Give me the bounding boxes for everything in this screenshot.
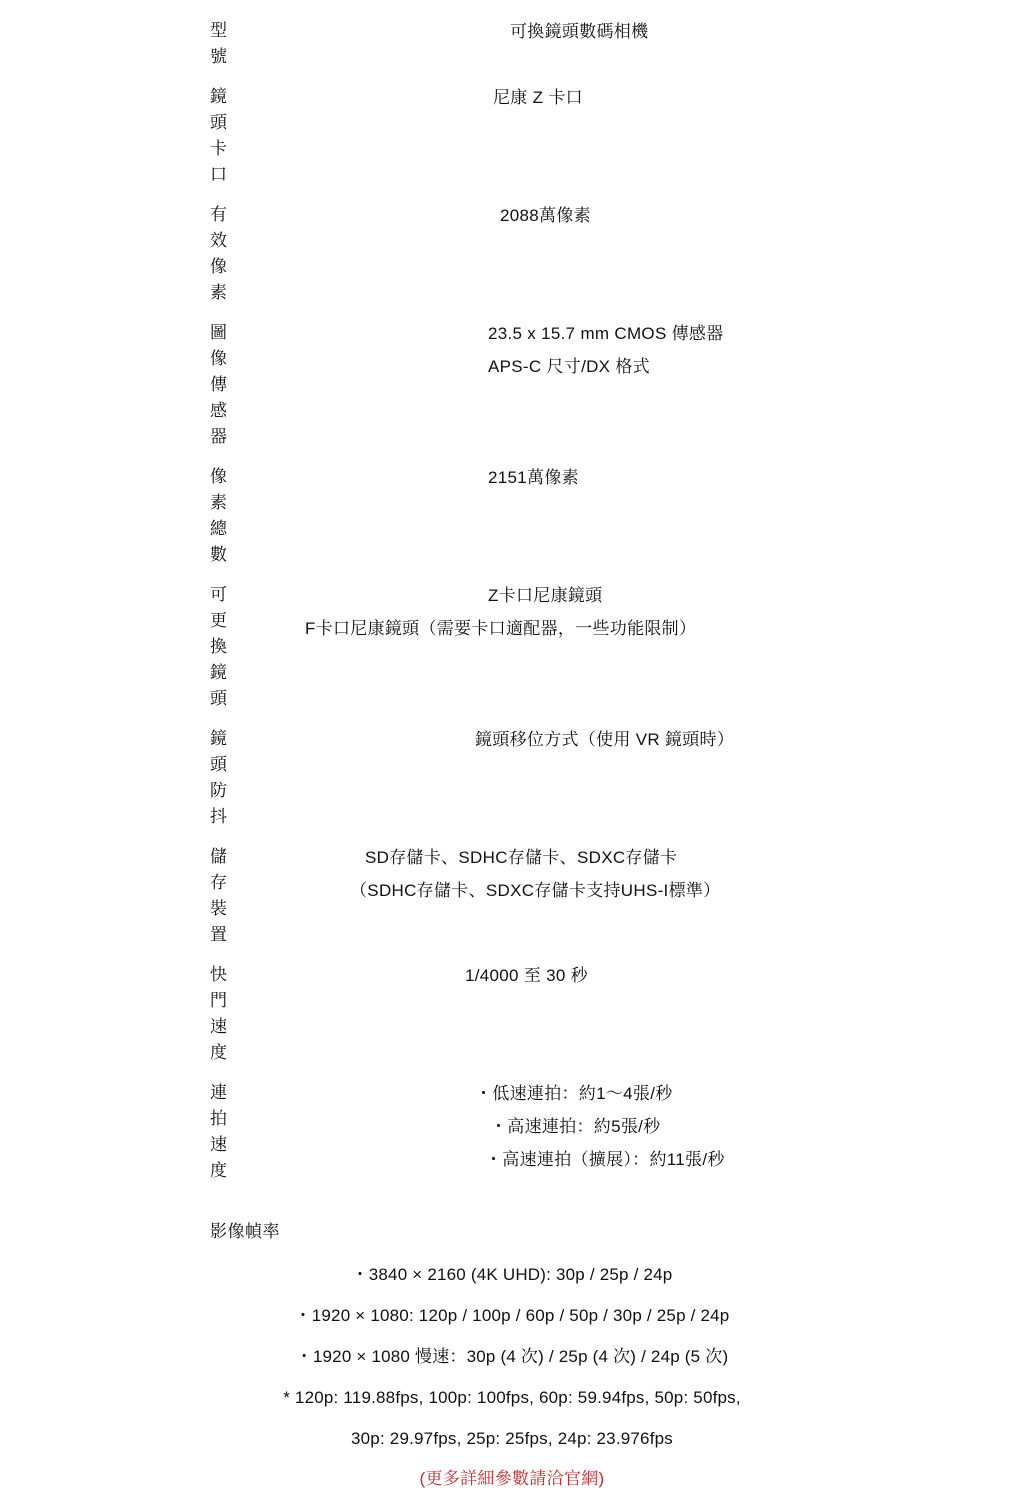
spec-row: [30, 202, 994, 306]
spec-value: F卡口尼康鏡頭（需要卡口適配器，一些功能限制）: [305, 619, 697, 638]
spec-value-group: [210, 844, 994, 904]
spec-value-group: [210, 962, 994, 989]
spec-label: 可更換鏡頭: [210, 585, 228, 708]
footnote: (更多詳細參數請洽官網): [419, 1469, 605, 1488]
spec-value-group: [210, 18, 994, 45]
spec-label: 圖像傳感器: [210, 323, 228, 446]
video-frame-rate-line: ・1920 × 1080 慢速：30p (4 次) / 25p (4 次) / 24p (5 次): [295, 1347, 729, 1366]
spec-label: 鏡頭防抖: [210, 729, 228, 826]
spec-value-group: [210, 464, 994, 491]
spec-value: 1/4000 至 30 秒: [465, 966, 588, 985]
video-frame-rate-section: [30, 1218, 994, 1452]
video-frame-rate-line: ・1920 × 1080: 120p / 100p / 60p / 50p / 30p / 25p / 24p: [294, 1306, 730, 1325]
spec-row: [30, 464, 994, 568]
spec-value-group: [210, 726, 994, 753]
spec-value: 2088萬像素: [500, 206, 591, 225]
spec-row: [30, 84, 994, 188]
spec-value: 可換鏡頭數碼相機: [510, 22, 649, 41]
spec-value: APS-C 尺寸/DX 格式: [488, 357, 650, 376]
spec-label: 型號: [210, 21, 228, 66]
spec-value: 2151萬像素: [488, 468, 579, 487]
spec-value: SD存儲卡、SDHC存儲卡、SDXC存儲卡: [365, 848, 678, 867]
spec-value-group: [210, 84, 994, 111]
spec-label: 儲存裝置: [210, 847, 228, 944]
video-frame-rate-list: [30, 1261, 994, 1452]
video-frame-rate-line: ・3840 × 2160 (4K UHD): 30p / 25p / 24p: [351, 1265, 673, 1284]
spec-row: [30, 844, 994, 948]
spec-value-group: [210, 1080, 994, 1173]
spec-row: [30, 726, 994, 830]
spec-row: [30, 320, 994, 450]
spec-value-group: [210, 320, 994, 380]
spec-value: ・高速連拍：約5張/秒: [490, 1117, 661, 1136]
spec-row: [30, 1080, 994, 1184]
video-frame-rate-label: 影像幀率: [210, 1222, 280, 1241]
spec-value: ・低速連拍：約1〜4張/秒: [475, 1084, 673, 1103]
spec-table: [30, 18, 994, 1184]
spec-value: 尼康 Z 卡口: [493, 88, 583, 107]
spec-label: 快門速度: [210, 965, 228, 1062]
spec-value: ・高速連拍（擴展）：約11張/秒: [485, 1150, 725, 1169]
video-frame-rate-line: * 120p: 119.88fps, 100p: 100fps, 60p: 59.94fps, 50p: 50fps,: [283, 1388, 741, 1407]
spec-value: 23.5 x 15.7 mm CMOS 傳感器: [488, 324, 724, 343]
spec-row: [30, 18, 994, 70]
spec-value-group: [210, 202, 994, 229]
spec-value-group: [210, 582, 994, 642]
video-frame-rate-line: 30p: 29.97fps, 25p: 25fps, 24p: 23.976fps: [350, 1429, 673, 1448]
spec-row: [30, 962, 994, 1066]
spec-label: 連拍速度: [210, 1083, 228, 1180]
spec-label: 像素總數: [210, 467, 228, 564]
spec-value: （SDHC存儲卡、SDXC存儲卡支持UHS-I標準）: [350, 881, 721, 900]
spec-row: [30, 582, 994, 712]
spec-label: 鏡頭卡口: [210, 87, 228, 184]
spec-value: 鏡頭移位方式（使用 VR 鏡頭時）: [475, 730, 735, 749]
spec-value: Z卡口尼康鏡頭: [488, 586, 603, 605]
spec-label: 有效像素: [210, 205, 228, 302]
